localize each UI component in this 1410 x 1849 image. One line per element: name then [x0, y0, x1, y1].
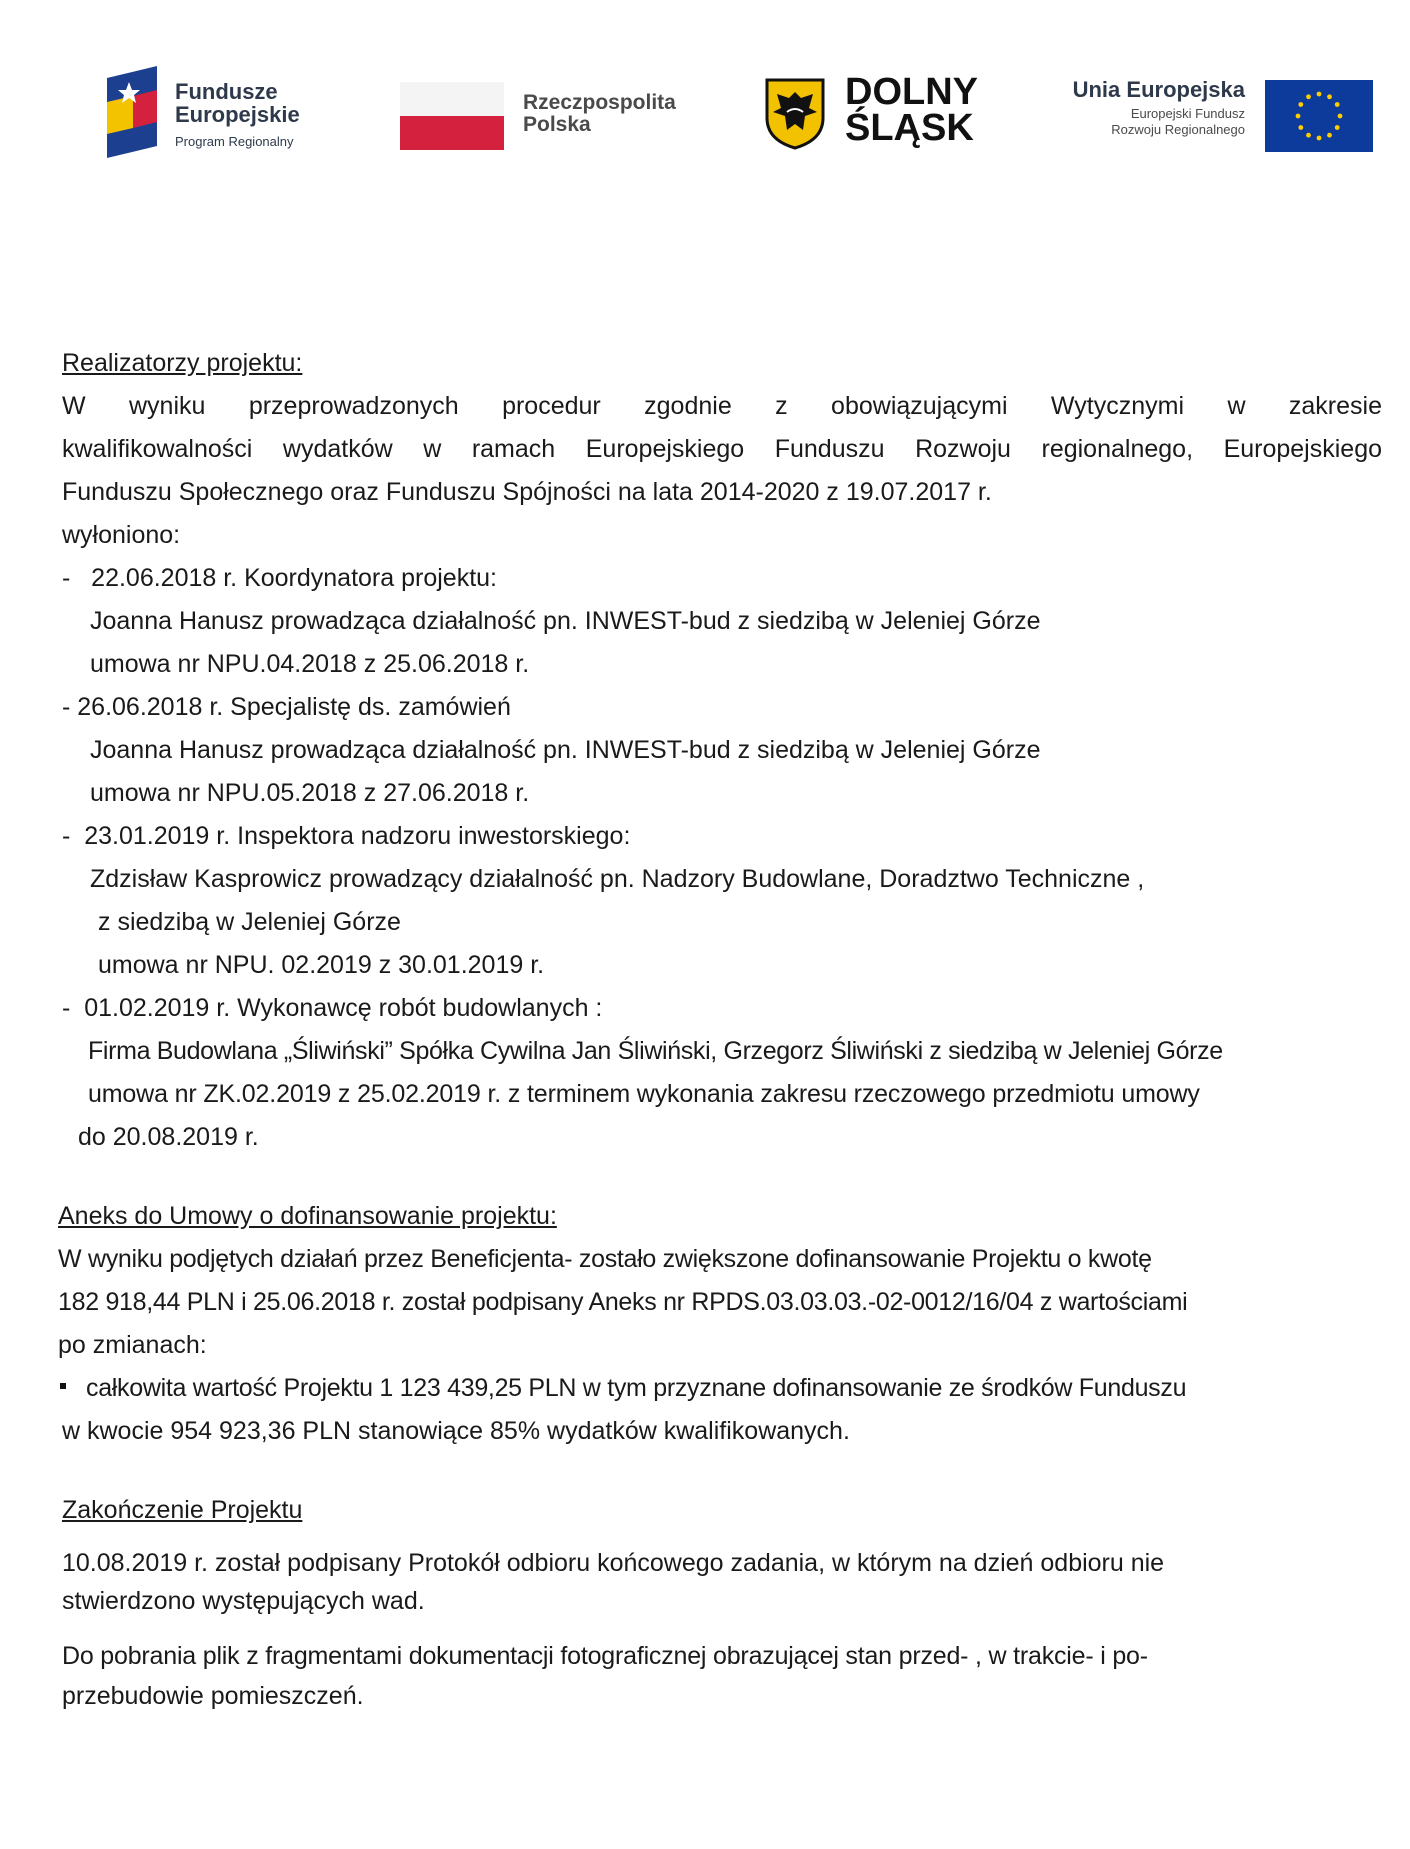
zakonczenie-line-2: stwierdzono występujących wad.	[62, 1587, 425, 1615]
aneks-line-2: 182 918,44 PLN i 25.06.2018 r. został podpisany Aneks nr RPDS.03.03.03.-02-0012/16/04 z wartościami	[58, 1288, 1188, 1316]
section-gap	[62, 1453, 1382, 1489]
rzeczpospolita-polska-text	[523, 92, 676, 136]
unia-europejska-text	[1055, 78, 1245, 138]
list-item-date: - 22.06.2018 r. Koordynatora projektu:	[62, 564, 497, 592]
polish-flag-icon	[400, 82, 504, 150]
ue-line3: Rozwoju Regionalnego	[1111, 122, 1245, 137]
list-item-contractor: Joanna Hanusz prowadząca działalność pn. INWEST-bud z siedzibą w Jeleniej Górze	[90, 736, 1041, 764]
document-body	[58, 342, 1382, 1716]
list-item-contract: umowa nr NPU.04.2018 z 25.06.2018 r.	[90, 650, 530, 678]
list-item-date: - 26.06.2018 r. Specjalistę ds. zamówień	[62, 693, 511, 721]
list-item-contractor: Firma Budowlana „Śliwiński” Spółka Cywilna Jan Śliwiński, Grzegorz Śliwiński z siedzibą w Jeleniej Górze	[88, 1037, 1223, 1065]
intro-line-3: Funduszu Społecznego oraz Funduszu Spójności na lata 2014-2020 z 19.07.2017 r.	[62, 478, 992, 506]
fe-line1: Fundusze	[175, 79, 278, 104]
aneks-bullet-line-1: całkowita wartość Projektu 1 123 439,25 PLN w tym przyznane dofinansowanie ze środków Funduszu	[86, 1374, 1187, 1402]
fundusze-europejskie-text	[175, 80, 300, 153]
list-item-date: - 01.02.2019 r. Wykonawcę robót budowlanych :	[62, 994, 603, 1022]
bullet-icon	[60, 1383, 66, 1389]
list-item-contract: umowa nr ZK.02.2019 z 25.02.2019 r. z terminem wykonania zakresu rzeczowego przedmiotu umowy	[88, 1080, 1200, 1108]
fe-line3: Program Regionalny	[175, 134, 294, 149]
list-item-seat: z siedzibą w Jeleniej Górze	[98, 908, 401, 936]
ue-line1: Unia Europejska	[1072, 77, 1245, 102]
eu-flag-icon	[1265, 80, 1373, 152]
list-item-contractor: Zdzisław Kasprowicz prowadzący działalność pn. Nadzory Budowlane, Doradztwo Techniczne ,	[90, 865, 1145, 893]
section-gap	[62, 1159, 1382, 1195]
dolny-slask-text	[845, 71, 978, 149]
intro-line-2: kwalifikowalności wydatków w ramach Europejskiego Funduszu Rozwoju regionalnego, Europejskiego	[62, 435, 1382, 463]
list-item-date: - 23.01.2019 r. Inspektora nadzoru inwestorskiego:	[62, 822, 631, 850]
list-item-deadline: do 20.08.2019 r.	[78, 1123, 259, 1151]
aneks-line-1: W wyniku podjętych działań przez Beneficjenta- zostało zwiększone dofinansowanie Projektu o kwotę	[58, 1245, 1152, 1273]
fe-line2: Europejskie	[175, 102, 300, 127]
pl-line1: Rzeczpospolita	[523, 91, 676, 114]
dolny-slask-eagle-shield-icon	[765, 78, 825, 150]
ds-line2: ŚLĄSK	[845, 107, 974, 149]
logo-bar	[0, 60, 1410, 170]
section-heading-realizatorzy: Realizatorzy projektu:	[62, 349, 303, 377]
zakonczenie-line-1: 10.08.2019 r. został podpisany Protokół odbioru końcowego zadania, w którym na dzień odbioru nie	[62, 1549, 1165, 1577]
list-item-contract: umowa nr NPU.05.2018 z 27.06.2018 r.	[90, 779, 530, 807]
list-item-contract: umowa nr NPU. 02.2019 z 30.01.2019 r.	[98, 951, 545, 979]
selected-label: wyłoniono:	[62, 521, 181, 549]
fundusze-europejskie-logo-icon	[107, 66, 157, 158]
download-line-1: Do pobrania plik z fragmentami dokumentacji fotograficznej obrazującej stan przed- , w trakcie- i po-	[62, 1642, 1148, 1670]
list-item-contractor: Joanna Hanusz prowadząca działalność pn. INWEST-bud z siedzibą w Jeleniej Górze	[90, 607, 1041, 635]
aneks-line-3: po zmianach:	[58, 1331, 207, 1359]
section-heading-zakonczenie: Zakończenie Projektu	[62, 1496, 303, 1524]
intro-line-1: W wyniku przeprowadzonych procedur zgodnie z obowiązującymi Wytycznymi w zakresie	[62, 392, 1382, 420]
section-heading-aneks: Aneks do Umowy o dofinansowanie projektu:	[58, 1202, 557, 1230]
download-line-2: przebudowie pomieszczeń.	[62, 1682, 364, 1710]
ds-line1: DOLNY	[845, 71, 978, 113]
aneks-bullet-line-2: w kwocie 954 923,36 PLN stanowiące 85% wydatków kwalifikowanych.	[62, 1417, 850, 1445]
ue-line2: Europejski Fundusz	[1130, 106, 1245, 121]
pl-line2: Polska	[523, 113, 591, 136]
